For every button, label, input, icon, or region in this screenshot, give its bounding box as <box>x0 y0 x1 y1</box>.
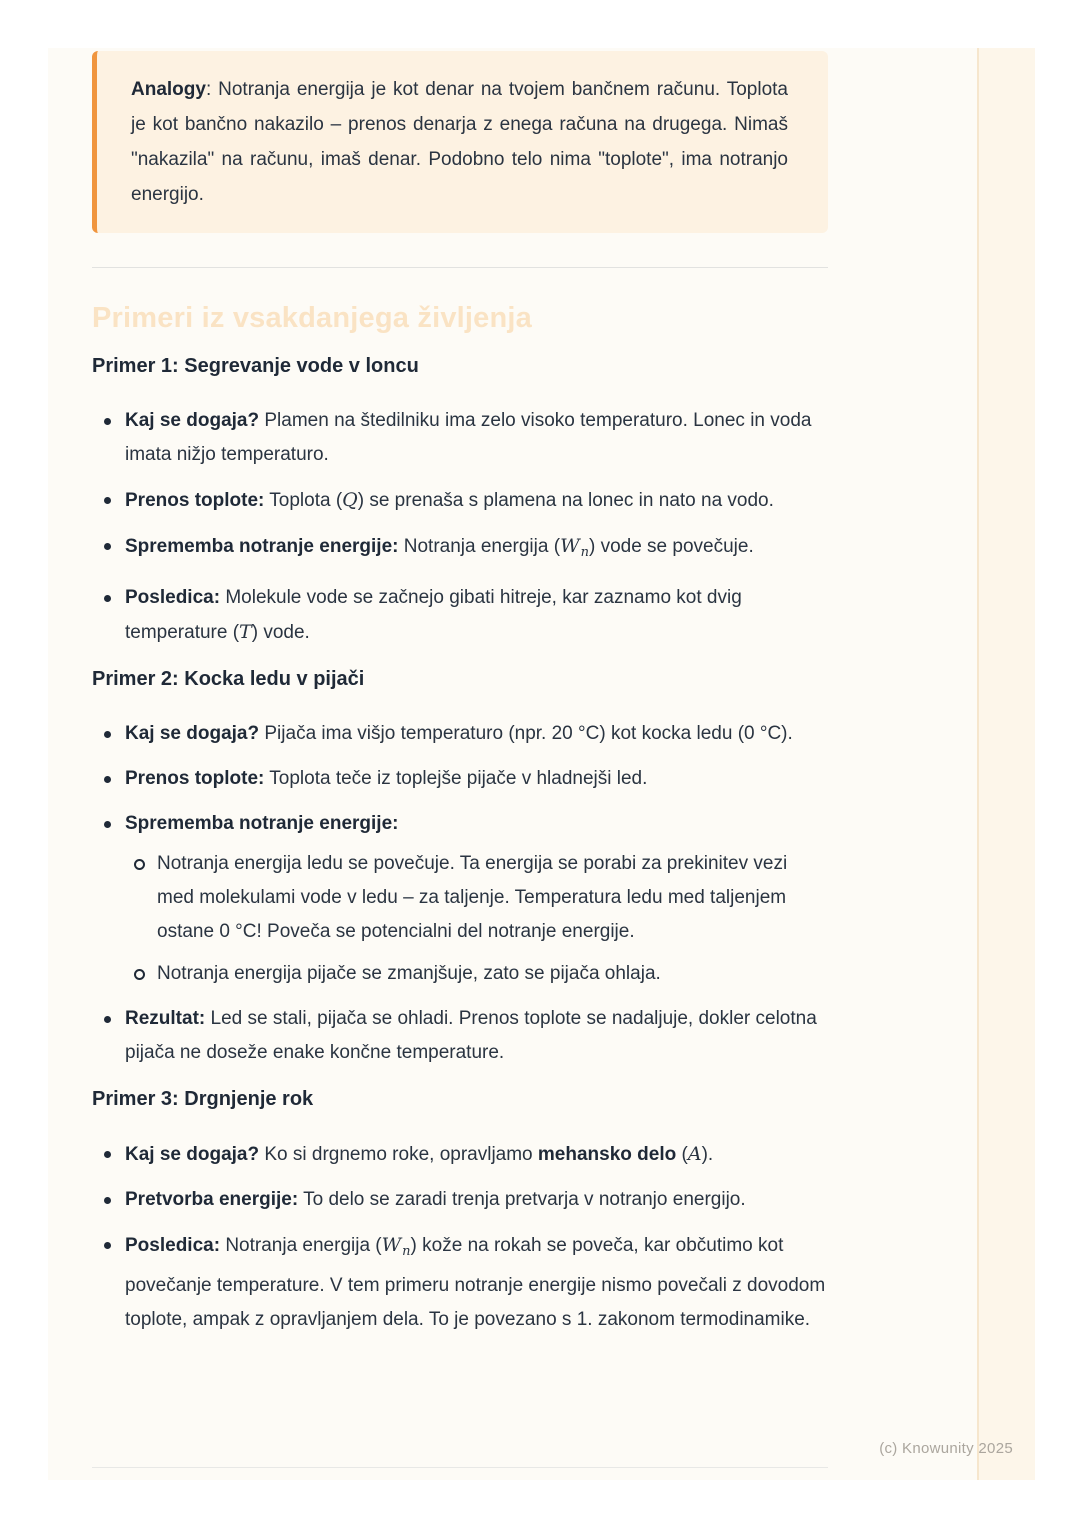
bold-text: Sprememba notranje energije: <box>125 536 399 557</box>
text-run: Pijača ima višjo temperaturo (npr. 20 °C) kot kocka ledu (0 °C). <box>259 723 793 744</box>
analogy-callout-text <box>131 72 788 212</box>
list-item <box>92 529 828 570</box>
bold-text: Kaj se dogaja? <box>125 410 260 431</box>
example-list <box>92 1137 828 1337</box>
text-run: Ko si drgnemo roke, opravljamo <box>259 1144 538 1165</box>
copyright-watermark: (c) Knowunity 2025 <box>879 1440 1013 1457</box>
list-item <box>92 807 828 991</box>
example-title: Primer 2: Kocka ledu v pijači <box>92 668 365 690</box>
math-symbol: n <box>580 545 589 560</box>
text-run: Notranja energija pijače se zmanjšuje, zato se pijača ohlaja. <box>157 963 661 984</box>
text-run: Toplota ( <box>264 490 343 511</box>
text-run: ) vode se povečuje. <box>588 536 754 557</box>
bold-text: Kaj se dogaja? <box>125 1144 260 1165</box>
text-run: Notranja energija ( <box>398 536 561 557</box>
text-run: Led se stali, pijača se ohladi. Prenos toplote se nadaljuje, dokler celotna pijača ne doseže enake končne temperature. <box>125 1008 817 1063</box>
list-item <box>92 717 828 751</box>
bold-text: Prenos toplote: <box>125 768 265 789</box>
list-item <box>92 404 828 472</box>
text-run: Molekule vode se začnejo gibati hitreje, kar zaznamo kot dvig temperature ( <box>125 587 742 643</box>
page-edge-strip <box>977 48 1035 1480</box>
math-symbol: W <box>381 1234 402 1256</box>
math-symbol: T <box>239 621 252 643</box>
analogy-callout <box>92 51 828 233</box>
list-item <box>92 1002 828 1070</box>
document-content <box>92 48 828 1348</box>
sub-list-item <box>125 957 828 991</box>
text-run: ) se prenaša s plamena na lonec in nato na vodo. <box>357 490 774 511</box>
list-item <box>92 1183 828 1217</box>
bold-text: Prenos toplote: <box>125 490 265 511</box>
divider-bottom <box>92 1467 828 1468</box>
list-item <box>92 1137 828 1172</box>
text-run: ) kože na rokah se poveča, kar občutimo kot povečanje temperature. V tem primeru notranje energije nismo povečali z dovodom toplote, ampak z opravljanjem dela. To je povezano s 1. zakonom termodinamike. <box>125 1235 826 1330</box>
bold-text: Sprememba notranje energije: <box>125 813 399 834</box>
text-run: : Notranja energija je kot denar na tvojem bančnem računu. Toplota je kot bančno nakazilo – prenos denarja z enega računa na drugega. Nimaš "nakazila" na računu, imaš denar. Podobno telo nima "toplote", ima notranjo energijo. <box>131 79 788 205</box>
sub-list-item <box>125 847 828 949</box>
list-item <box>92 762 828 796</box>
text-run: Notranja energija ledu se povečuje. Ta energija se porabi za prekinitev vezi med molekulami vode v ledu – za taljenje. Temperatura ledu med taljenjem ostane 0 °C! Poveča se potencialni del notranje energije. <box>157 853 788 942</box>
sub-list <box>125 847 828 991</box>
example-title: Primer 3: Drgnjenje rok <box>92 1088 314 1110</box>
bold-text: mehansko delo <box>537 1144 677 1165</box>
list-item <box>92 581 828 650</box>
text-run: ) vode. <box>251 622 310 643</box>
math-symbol: W <box>560 535 580 557</box>
text-run: Notranja energija ( <box>220 1235 382 1256</box>
text-run: ( <box>676 1144 688 1165</box>
bold-text: Analogy <box>131 79 206 100</box>
math-symbol: A <box>687 1143 702 1165</box>
bold-text: Kaj se dogaja? <box>125 723 260 744</box>
math-symbol: Q <box>342 489 358 511</box>
document-page <box>48 48 1035 1480</box>
example-list <box>92 404 828 650</box>
examples-container <box>92 353 828 1337</box>
text-run: To delo se zaradi trenja pretvarja v notranjo energijo. <box>298 1189 746 1210</box>
section-heading: Primeri iz vsakdanjega življenja <box>92 302 532 334</box>
example-list <box>92 717 828 1070</box>
bold-text: Rezultat: <box>125 1008 206 1029</box>
example-title: Primer 1: Segrevanje vode v loncu <box>92 355 419 377</box>
math-symbol: n <box>402 1244 411 1259</box>
text-run: ). <box>701 1144 714 1165</box>
text-run: Toplota teče iz toplejše pijače v hladnejši led. <box>264 768 648 789</box>
list-item <box>92 483 828 518</box>
divider-top <box>92 267 828 268</box>
list-item <box>92 1228 828 1337</box>
bold-text: Posledica: <box>125 587 221 608</box>
bold-text: Posledica: <box>125 1235 221 1256</box>
text-run: Plamen na štedilniku ima zelo visoko temperaturo. Lonec in voda imata nižjo temperaturo. <box>125 410 812 465</box>
bold-text: Pretvorba energije: <box>125 1189 299 1210</box>
